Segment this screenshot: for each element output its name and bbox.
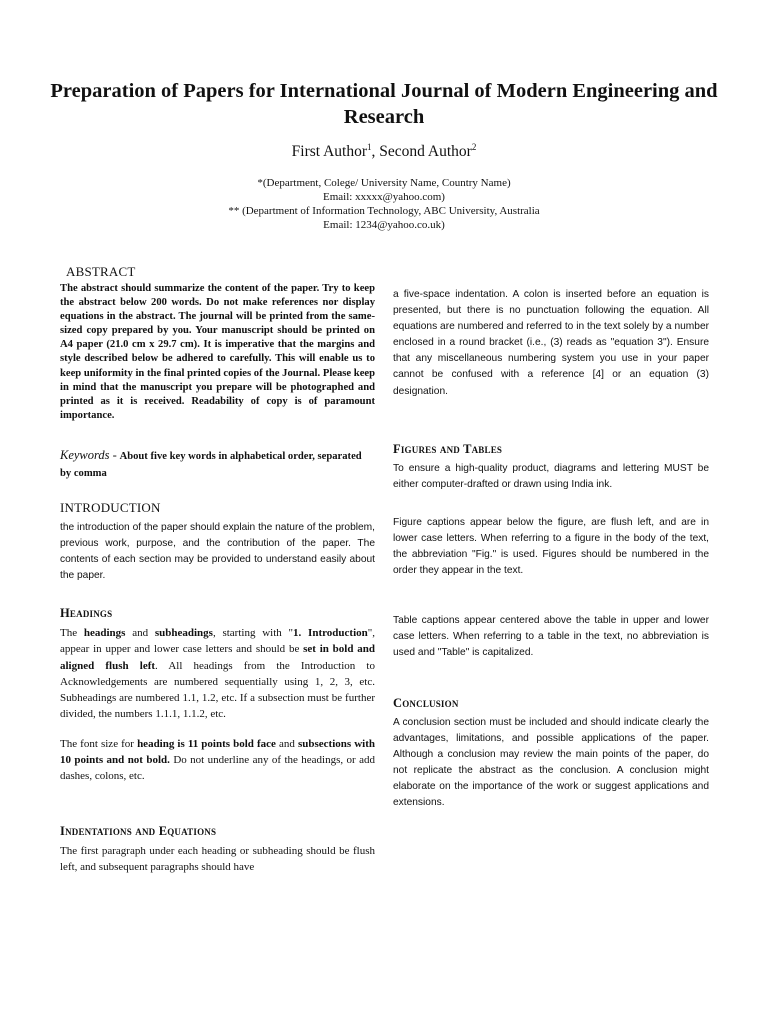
- text-run: Do not underline any of the headings, or add dashes, colons, etc.: [60, 753, 375, 783]
- headings-paragraph-1: [60, 625, 375, 722]
- paper-title: Preparation of Papers for International Journal of Modern Engineering and Research: [50, 80, 718, 128]
- text-run: The font size for: [60, 737, 138, 750]
- indentations-heading: Indentations and Equations: [60, 824, 217, 839]
- author-line: [40, 142, 728, 161]
- right-column: [393, 287, 709, 811]
- abstract-text: The abstract should summarize the content of the paper. Try to keep the abstract below 200 words. Do not make references nor display equations in the abstract. The journal will be printed from the same-sized copy prepared by you. Your manuscript should be printed on A4 paper (21.0 cm x 29.7 cm). It is imperative that the margins and style described below be adhered to carefully. This will enable us to keep uniformity in the final printed copies of the Journal. Please keep in mind that the manuscript you prepare will be photographed and printed as it is received. Readability of copy is of paramount importance.: [60, 283, 375, 421]
- figures-tables-paragraph-2: Figure captions appear below the figure, are flush left, and are in lower case letters. When referring to a figure in the body of the text, the abbreviation "Fig." is used. Figures should be numbered in the order they appear in the text.: [393, 516, 709, 577]
- left-column: [60, 264, 375, 875]
- headings-paragraph-2: [60, 736, 375, 784]
- second-author: Second Author: [379, 143, 472, 161]
- affiliation-line: Email: 1234@yahoo.co.uk): [323, 219, 445, 231]
- affiliation-line: ** (Department of Information Technology, ABC University, Australia: [228, 205, 540, 217]
- keywords: [60, 447, 375, 482]
- bold-run: headings: [83, 627, 126, 640]
- figures-tables-paragraph-1: To ensure a high-quality product, diagrams and lettering MUST be either computer-drafted or drawn using India ink.: [393, 462, 709, 490]
- keywords-label: Keywords -: [60, 447, 117, 462]
- affiliation-line: *(Department, Colege/ University Name, Country Name): [257, 177, 511, 189]
- text-run: and: [125, 627, 155, 640]
- equations-continuation-text: a five-space indentation. A colon is inserted before an equation is presented, but there is no punctuation following the equation. All equations are numbered and referred to in the text solely by a number enclosed in a round bracket (i.e., (3) reads as "equation 3"). Ensure that any miscellaneous numbering system you use in your paper cannot be confused with a reference [4] or an equation (3) designation.: [393, 289, 709, 397]
- text-run: The: [60, 627, 84, 640]
- second-author-sup: 2: [471, 142, 477, 152]
- bold-run: 1. Introduction: [293, 627, 368, 640]
- figures-tables-heading: Figures and Tables: [393, 441, 503, 456]
- bold-run: set in bold and aligned flush left: [60, 643, 375, 672]
- first-author: First Author: [291, 143, 368, 161]
- bold-run: heading is 11 points bold face: [137, 737, 276, 750]
- text-run: . All headings from the Introduction to Acknowledgements are numbered sequentially using 1, 2, 3, etc. Subheadings are numbered 1.1, 1.2, etc. If a subsection must be further divided, the numbers 1.1.1, 1.1.2, etc.: [60, 659, 375, 720]
- bold-run: subheadings: [154, 627, 213, 640]
- affiliation-line: Email: xxxxx@yahoo.com): [323, 191, 445, 203]
- first-author-sup: 1: [367, 142, 372, 152]
- introduction-heading: INTRODUCTION: [60, 499, 161, 515]
- conclusion-heading: Conclusion: [393, 695, 459, 710]
- introduction-text: the introduction of the paper should explain the nature of the problem, previous work, purpose, and the contribution of the paper. The contents of each section may be provided to understand easily about the paper.: [60, 521, 375, 582]
- abstract-heading: ABSTRACT: [66, 264, 136, 279]
- author-separator: ,: [371, 143, 380, 161]
- bold-run: subsections with 10 points and not bold.: [60, 737, 376, 766]
- text-run: ", appear in upper and lower case letters and should be: [60, 627, 375, 656]
- keywords-text: About five key words in alphabetical order, separated by comma: [60, 450, 362, 479]
- text-run: and: [275, 737, 298, 750]
- figures-tables-paragraph-3: Table captions appear centered above the table in upper and lower case letters. When referring to a table in the text, no abbreviation is used and "Table" is capitalized.: [393, 615, 709, 659]
- text-run: , starting with ": [212, 627, 294, 640]
- indentations-text: The first paragraph under each heading or subheading should be flush left, and subsequent paragraphs should have: [60, 845, 375, 874]
- affiliations: [40, 176, 728, 232]
- conclusion-text: A conclusion section must be included and should indicate clearly the advantages, limitations, and possible applications of the paper. Although a conclusion may review the main points of the paper, do not replicate the abstract as the conclusion. A conclusion might elaborate on the importance of the work or suggest applications and extensions.: [393, 716, 709, 808]
- headings-heading: Headings: [60, 606, 113, 621]
